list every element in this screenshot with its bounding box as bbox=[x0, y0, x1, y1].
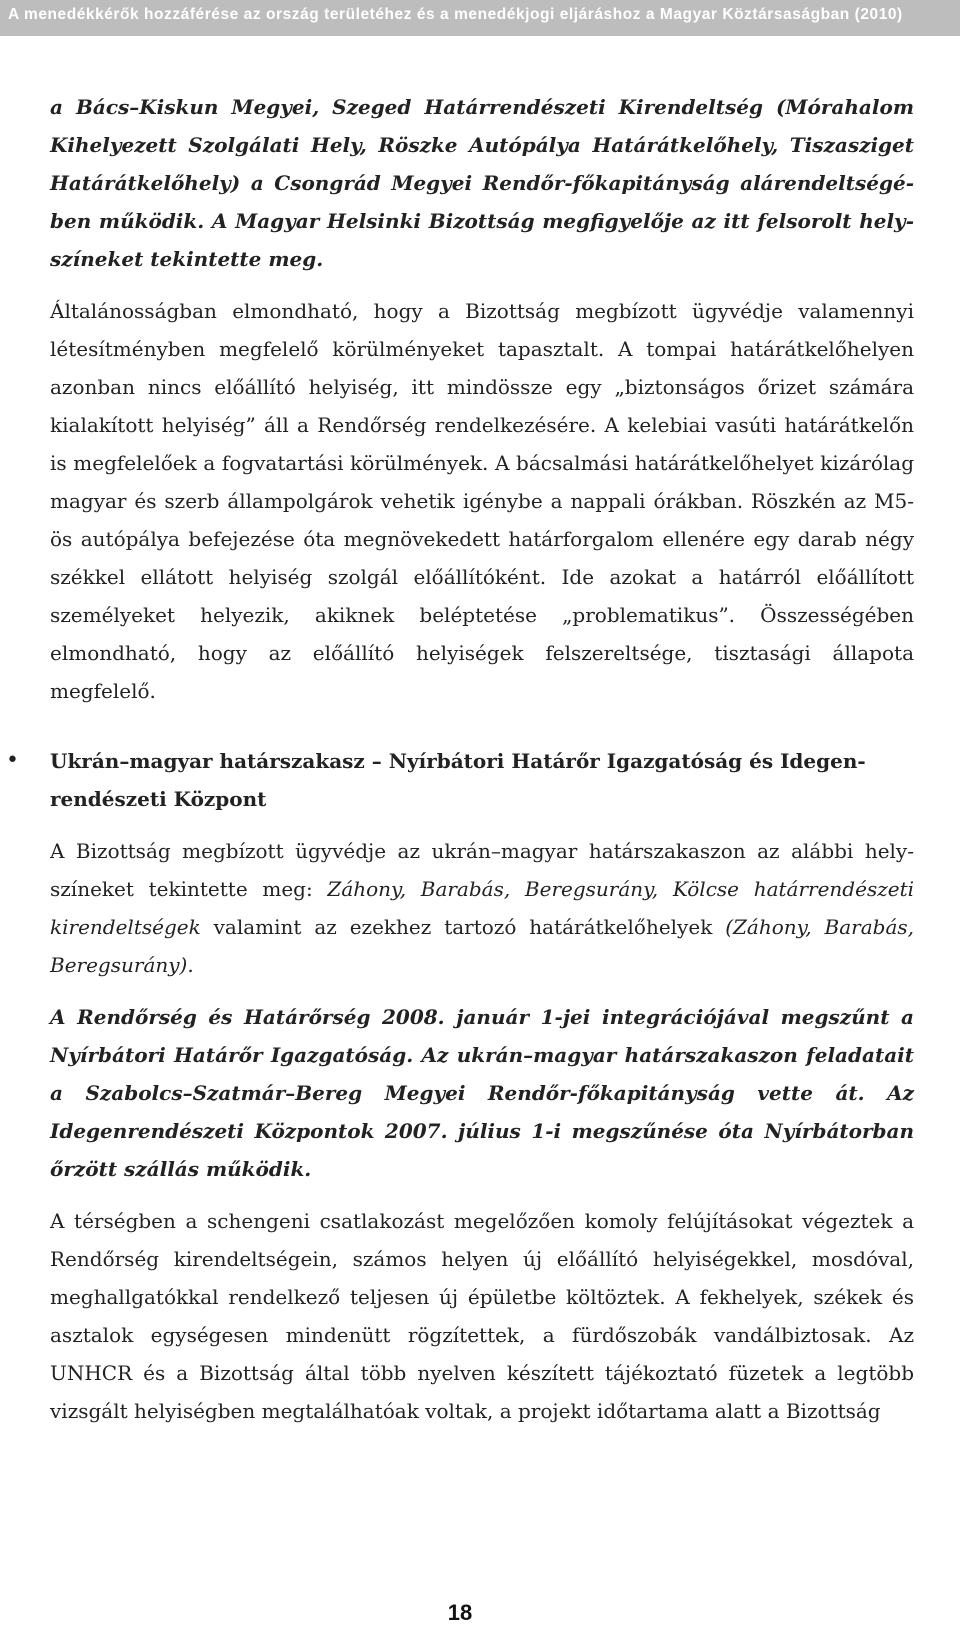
visited-middle-text: valamint az ezekhez tartozó határátkelőhelyek bbox=[200, 915, 726, 939]
paragraph-visited-locations bbox=[50, 832, 914, 984]
header-bar bbox=[0, 0, 960, 36]
running-header-title: A menedékkérők hozzáférése az ország területéhez és a menedékjogi eljáráshoz a Magyar Köztársaságban (2010) bbox=[8, 6, 903, 23]
visited-intro-text: A Bizottság megbízott ügyvédje az ukrán–magyar határszakaszon az alábbi helyszíneket tekintette meg: bbox=[50, 839, 914, 901]
visited-crossings-italic: (Záhony, Barabás, Beregsurány). bbox=[50, 915, 914, 977]
page-body bbox=[6, 88, 915, 1430]
visited-places-italic: Záhony, Barabás, Beregsurány, Kölcse határrendészeti kirendeltségek bbox=[50, 877, 915, 939]
page-number: 18 bbox=[447, 1600, 473, 1625]
section-heading: Ukrán–magyar határszakasz – Nyírbátori Határőr Igazgatóság és Idegenrendészeti Központ bbox=[50, 749, 866, 811]
paragraph-renovations: A térségben a schengeni csatlakozást megelőzően komoly felújításokat végeztek a Rendőrség kirendeltségein, számos helyen új előállító helyiségekkel, mosdóval, meghallgatókkal rendelkező teljesen új épületbe költöztek. A fekhelyek, székek és asztalok egységesen mindenütt rögzítettek, a fürdőszobák vandálbiztosak. Az UNHCR és a Bizottság által több nyelven készített tájékoztató füzetek a legtöbb vizsgált helyiségben megtalálhatóak voltak, a projekt időtartama alatt a Bizottság bbox=[50, 1209, 914, 1423]
paragraph-intro-bold-italic: a Bács–Kiskun Megyei, Szeged Határrendészeti Kirendeltség (Mórahalom Kihelyezett Szolgálati Hely, Röszke Autópálya Határátkelőhely, Tiszasziget Határátkelőhely) a Csongrád Megyei Rendőr-főkapitányság alárendeltségében működik. A Magyar Helsinki Bizottság megfigyelője az itt felsorolt helyszíneket tekintette meg. bbox=[50, 95, 914, 271]
bullet-icon: • bbox=[6, 748, 19, 773]
paragraph-integration-bold-italic: A Rendőrség és Határőrség 2008. január 1-jei integrációjával megszűnt a Nyírbátori Határőr Igazgatóság. Az ukrán–magyar határszakaszon feladatait a Szabolcs–Szatmár–Bereg Megyei Rendőr-főkapitányság vette át. Az Idegenrendészeti Központok 2007. július 1-i megszűnése óta Nyírbátorban őrzött szállás működik. bbox=[50, 1005, 914, 1181]
paragraph-general-conditions: Általánosságban elmondható, hogy a Bizottság megbízott ügyvédje valamennyi létesítményben megfelelő körülményeket tapasztalt. A tompai határátkelőhelyen azonban nincs előállító helyiség, itt mindössze egy „biztonságos őrizet számára kialakított helyiség” áll a Rendőrség rendelkezésére. A kelebiai vasúti határátkelőn is megfelelőek a fogvatartási körülmények. A bácsalmási határátkelőhelyet kizárólag magyar és szerb állampolgárok vehetik igénybe a nappali órákban. Röszkén az M5-ös autópálya befejezése óta megnövekedett határforgalom ellenére egy darab négy székkel ellátott helyiség szolgál előállítóként. Ide azokat a határról előállított személyeket helyezik, akiknek beléptetése „problematikus”. Összességében elmondható, hogy az előállító helyiségek felszereltsége, tisztasági állapota megfelelő. bbox=[50, 299, 914, 703]
section-ukrainian-border bbox=[6, 742, 914, 818]
